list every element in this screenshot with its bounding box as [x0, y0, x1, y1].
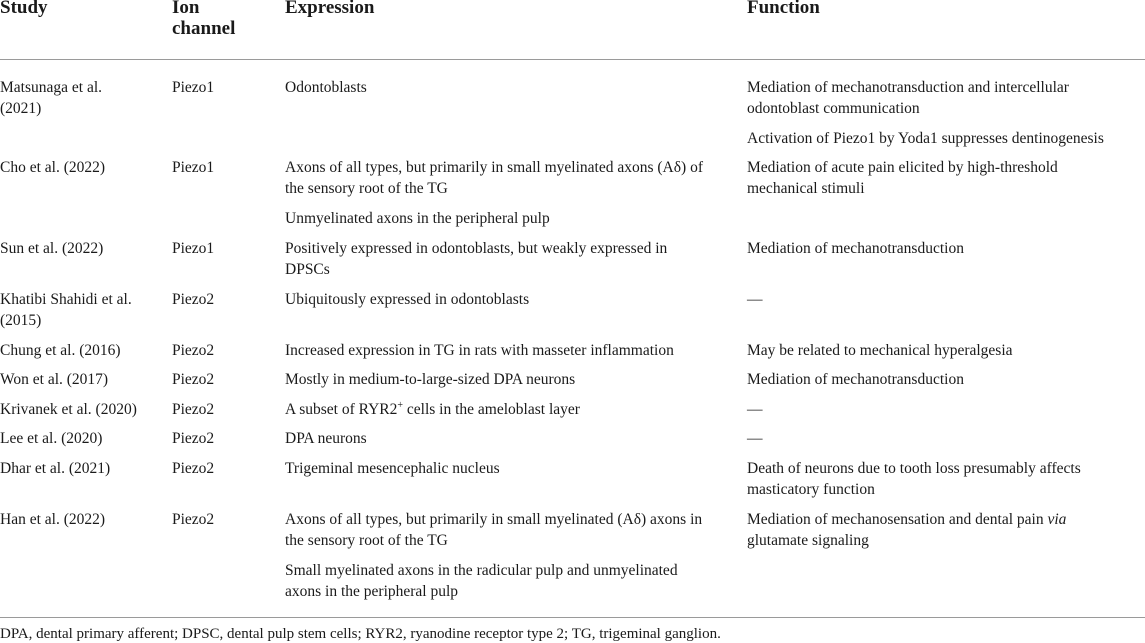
- table-row-channel: Piezo2: [172, 342, 215, 359]
- table-row-study: Khatibi Shahidi et al. (2015): [0, 291, 132, 329]
- table-row-expression: Mostly in medium-to-large-sized DPA neurons: [285, 371, 576, 388]
- table-row-expression: Trigeminal mesencephalic nucleus: [285, 460, 500, 477]
- table-row-function: May be related to mechanical hyperalgesia: [747, 342, 1013, 359]
- table-header: [0, 0, 1145, 60]
- table-row-function: Mediation of acute pain elicited by high-threshold mechanical stimuli: [747, 159, 1058, 197]
- table-row-expression: Axons of all types, but primarily in small myelinated axons (Aδ) of the sensory root of the TG: [285, 159, 703, 197]
- table-row-function: Mediation of mechanosensation and dental pain via glutamate signaling: [747, 511, 1067, 549]
- table-row-study: Matsunaga et al. (2021): [0, 79, 103, 117]
- table-footnote: DPA, dental primary afferent; DPSC, dental pulp stem cells; RYR2, ryanodine receptor type 2; TG, trigeminal ganglion.: [0, 626, 721, 642]
- table-row-channel: Piezo1: [172, 79, 215, 96]
- table-bottom-rule: [0, 617, 1145, 618]
- header-ion-channel: Ion channel: [172, 0, 236, 39]
- table-row-function: —: [747, 291, 763, 308]
- table-row-function-extra: Activation of Piezo1 by Yoda1 suppresses dentinogenesis: [747, 130, 1104, 147]
- table-row-channel: Piezo2: [172, 430, 215, 447]
- header-expression: Expression: [285, 0, 375, 18]
- table-row-study: Sun et al. (2022): [0, 240, 104, 257]
- table-row-study: Chung et al. (2016): [0, 342, 121, 359]
- table-row-study: Won et al. (2017): [0, 371, 109, 388]
- table-row-function: Mediation of mechanotransduction: [747, 371, 964, 388]
- table-row-expression: A subset of RYR2+ cells in the ameloblast layer: [285, 399, 580, 418]
- table-row-expression: Ubiquitously expressed in odontoblasts: [285, 291, 530, 308]
- header-study: Study: [0, 0, 48, 18]
- header-function: Function: [747, 0, 820, 18]
- table-row-function: —: [747, 401, 763, 418]
- table-row-function: —: [747, 430, 763, 447]
- table-row-expression: Increased expression in TG in rats with masseter inflammation: [285, 342, 674, 359]
- table-row-study: Lee et al. (2020): [0, 430, 103, 447]
- table-row-channel: Piezo2: [172, 401, 215, 418]
- table-row-function: Death of neurons due to tooth loss presumably affects masticatory function: [747, 460, 1081, 498]
- table-row-channel: Piezo2: [172, 371, 215, 388]
- table-row-function: Mediation of mechanotransduction and intercellular odontoblast communication: [747, 79, 1069, 117]
- table-row-channel: Piezo1: [172, 159, 215, 176]
- table-row-study: Cho et al. (2022): [0, 159, 106, 176]
- header-rule: [0, 59, 1145, 60]
- table-row-expression: Positively expressed in odontoblasts, but weakly expressed in DPSCs: [285, 240, 668, 278]
- table-row-channel: Piezo2: [172, 460, 215, 477]
- table-row-study: Han et al. (2022): [0, 511, 106, 528]
- table-row-expression: DPA neurons: [285, 430, 367, 447]
- table-row-expression-extra: Unmyelinated axons in the peripheral pulp: [285, 210, 550, 227]
- table-row-expression: Odontoblasts: [285, 79, 367, 96]
- table-row-expression-extra: Small myelinated axons in the radicular pulp and unmyelinated axons in the peripheral pulp: [285, 562, 678, 600]
- table-row-study: Dhar et al. (2021): [0, 460, 111, 477]
- table-row-channel: Piezo1: [172, 240, 215, 257]
- table-row-function: Mediation of mechanotransduction: [747, 240, 964, 257]
- table-row-study: Krivanek et al. (2020): [0, 401, 137, 418]
- table-row-expression: Axons of all types, but primarily in small myelinated (Aδ) axons in the sensory root of the TG: [285, 511, 703, 549]
- table-row-channel: Piezo2: [172, 291, 215, 308]
- table-row-channel: Piezo2: [172, 511, 215, 528]
